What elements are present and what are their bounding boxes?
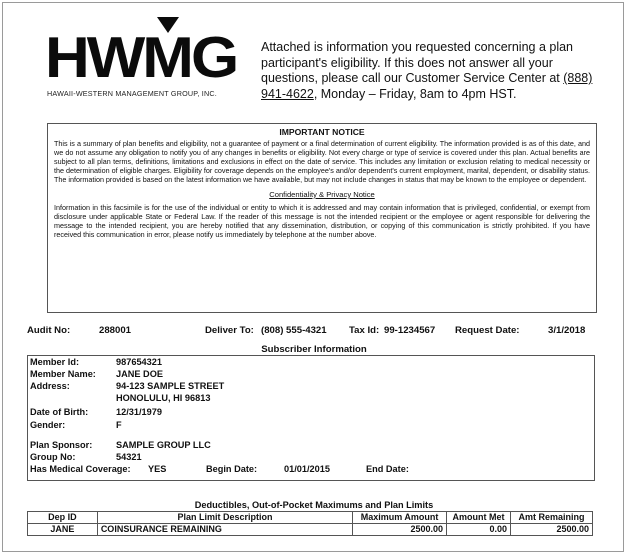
medical-coverage-value: YES bbox=[148, 464, 167, 474]
plan-sponsor-value: SAMPLE GROUP LLC bbox=[116, 440, 211, 450]
description-cell: COINSURANCE REMAINING bbox=[97, 524, 352, 536]
intro-line-b: , Monday – Friday, 8am to 4pm HST. bbox=[313, 86, 517, 101]
date-of-birth-label: Date of Birth: bbox=[30, 407, 89, 417]
request-date-value: 3/1/2018 bbox=[548, 325, 586, 336]
table-row bbox=[28, 524, 593, 536]
customer-service-phone: (888) 941-4622 bbox=[261, 71, 593, 101]
deductibles-header-row bbox=[28, 512, 593, 524]
member-name-value: JANE DOE bbox=[116, 369, 163, 379]
col-amount-met: Amount Met bbox=[447, 512, 511, 524]
intro-line-a: Attached is information you requested concerning a plan participant's eligibility. If this does not answer all your questions, please call our Customer Service Center at bbox=[261, 40, 573, 85]
plan-sponsor-label: Plan Sponsor: bbox=[30, 440, 93, 450]
deductibles-title: Deductibles, Out-of-Pocket Maximums and Plan Limits bbox=[194, 500, 434, 510]
col-dep-id: Dep ID bbox=[28, 512, 98, 524]
subscriber-info-box bbox=[27, 355, 595, 481]
deductibles-table bbox=[27, 511, 593, 536]
important-notice-box bbox=[47, 123, 597, 313]
request-date-label: Request Date: bbox=[455, 325, 520, 336]
subscriber-section-title: Subscriber Information bbox=[261, 344, 367, 355]
medical-coverage-label: Has Medical Coverage: bbox=[30, 464, 131, 474]
col-maximum-amount: Maximum Amount bbox=[353, 512, 447, 524]
address-line2: HONOLULU, HI 96813 bbox=[116, 393, 211, 403]
tax-id-value: 99-1234567 bbox=[384, 325, 436, 336]
begin-date-label: Begin Date: bbox=[206, 464, 258, 474]
deliver-to-label: Deliver To: bbox=[205, 325, 254, 336]
member-id-label: Member Id: bbox=[30, 357, 80, 367]
date-of-birth-value: 12/31/1979 bbox=[116, 407, 162, 417]
member-id-value: 987654321 bbox=[116, 357, 162, 367]
group-no-label: Group No: bbox=[30, 452, 76, 462]
logo-letters: HWMG bbox=[45, 26, 237, 90]
group-no-value: 54321 bbox=[116, 452, 142, 462]
dep-id-cell: JANE bbox=[28, 524, 98, 536]
notice-body: This is a summary of plan benefits and eligibility, not a guarantee of payment or a final determination of current eligibility. The information provided is as of this date, and we do not assume any obligation to notify you of any changes in benefits or eligibility. Not every charge or type of service is covered under this plan. Actual benefits are subject to all plan terms, definitions, limitations and exclusions in effect on the date of service. This includes any limitation or exclusion relating to medical necessity or the determination of eligible charges. Eligibility for coverage depends on the employee's and/or dependent's current employment, marital, dependent, or disability status. The information provided is based on the latest information we have available, but may not include changes in status that may be known to the employee or dependent. bbox=[54, 139, 590, 184]
notice-title: IMPORTANT NOTICE bbox=[279, 127, 365, 137]
amount-met-cell: 0.00 bbox=[447, 524, 511, 536]
audit-no-label: Audit No: bbox=[27, 325, 71, 336]
maximum-amount-cell: 2500.00 bbox=[353, 524, 447, 536]
privacy-notice-title: Confidentiality & Privacy Notice bbox=[269, 190, 375, 199]
end-date-label: End Date: bbox=[366, 464, 409, 474]
gender-label: Gender: bbox=[30, 420, 66, 430]
deliver-to-value: (808) 555-4321 bbox=[261, 325, 327, 336]
member-name-label: Member Name: bbox=[30, 369, 96, 379]
tax-id-label: Tax Id: bbox=[349, 325, 380, 336]
gender-value: F bbox=[116, 420, 122, 430]
document-frame bbox=[2, 2, 624, 552]
col-amt-remaining: Amt Remaining bbox=[511, 512, 593, 524]
audit-no-value: 288001 bbox=[99, 325, 132, 336]
col-plan-limit-description: Plan Limit Description bbox=[97, 512, 352, 524]
privacy-notice-body: Information in this facsimile is for the use of the individual or entity to which it is addressed and may contain information that is privileged, confidential, or exempt from disclosure under applicable State or Federal Law. If the reader of this message is not the intended recipient or the employee or agent responsible for delivering the message to the intended recipient, you are hereby notified that any dissemination, distribution, or copying of this communication is strictly prohibited. If you have received this communication in error, please notify us immediately by telephone at the number above. bbox=[54, 203, 590, 239]
address-line1: 94-123 SAMPLE STREET bbox=[116, 381, 225, 391]
hwmg-logo bbox=[45, 17, 250, 97]
intro-text bbox=[261, 40, 601, 102]
address-label: Address: bbox=[30, 381, 70, 391]
begin-date-value: 01/01/2015 bbox=[284, 464, 330, 474]
amt-remaining-cell: 2500.00 bbox=[511, 524, 593, 536]
logo-subtitle: HAWAII-WESTERN MANAGEMENT GROUP, INC. bbox=[47, 89, 217, 98]
